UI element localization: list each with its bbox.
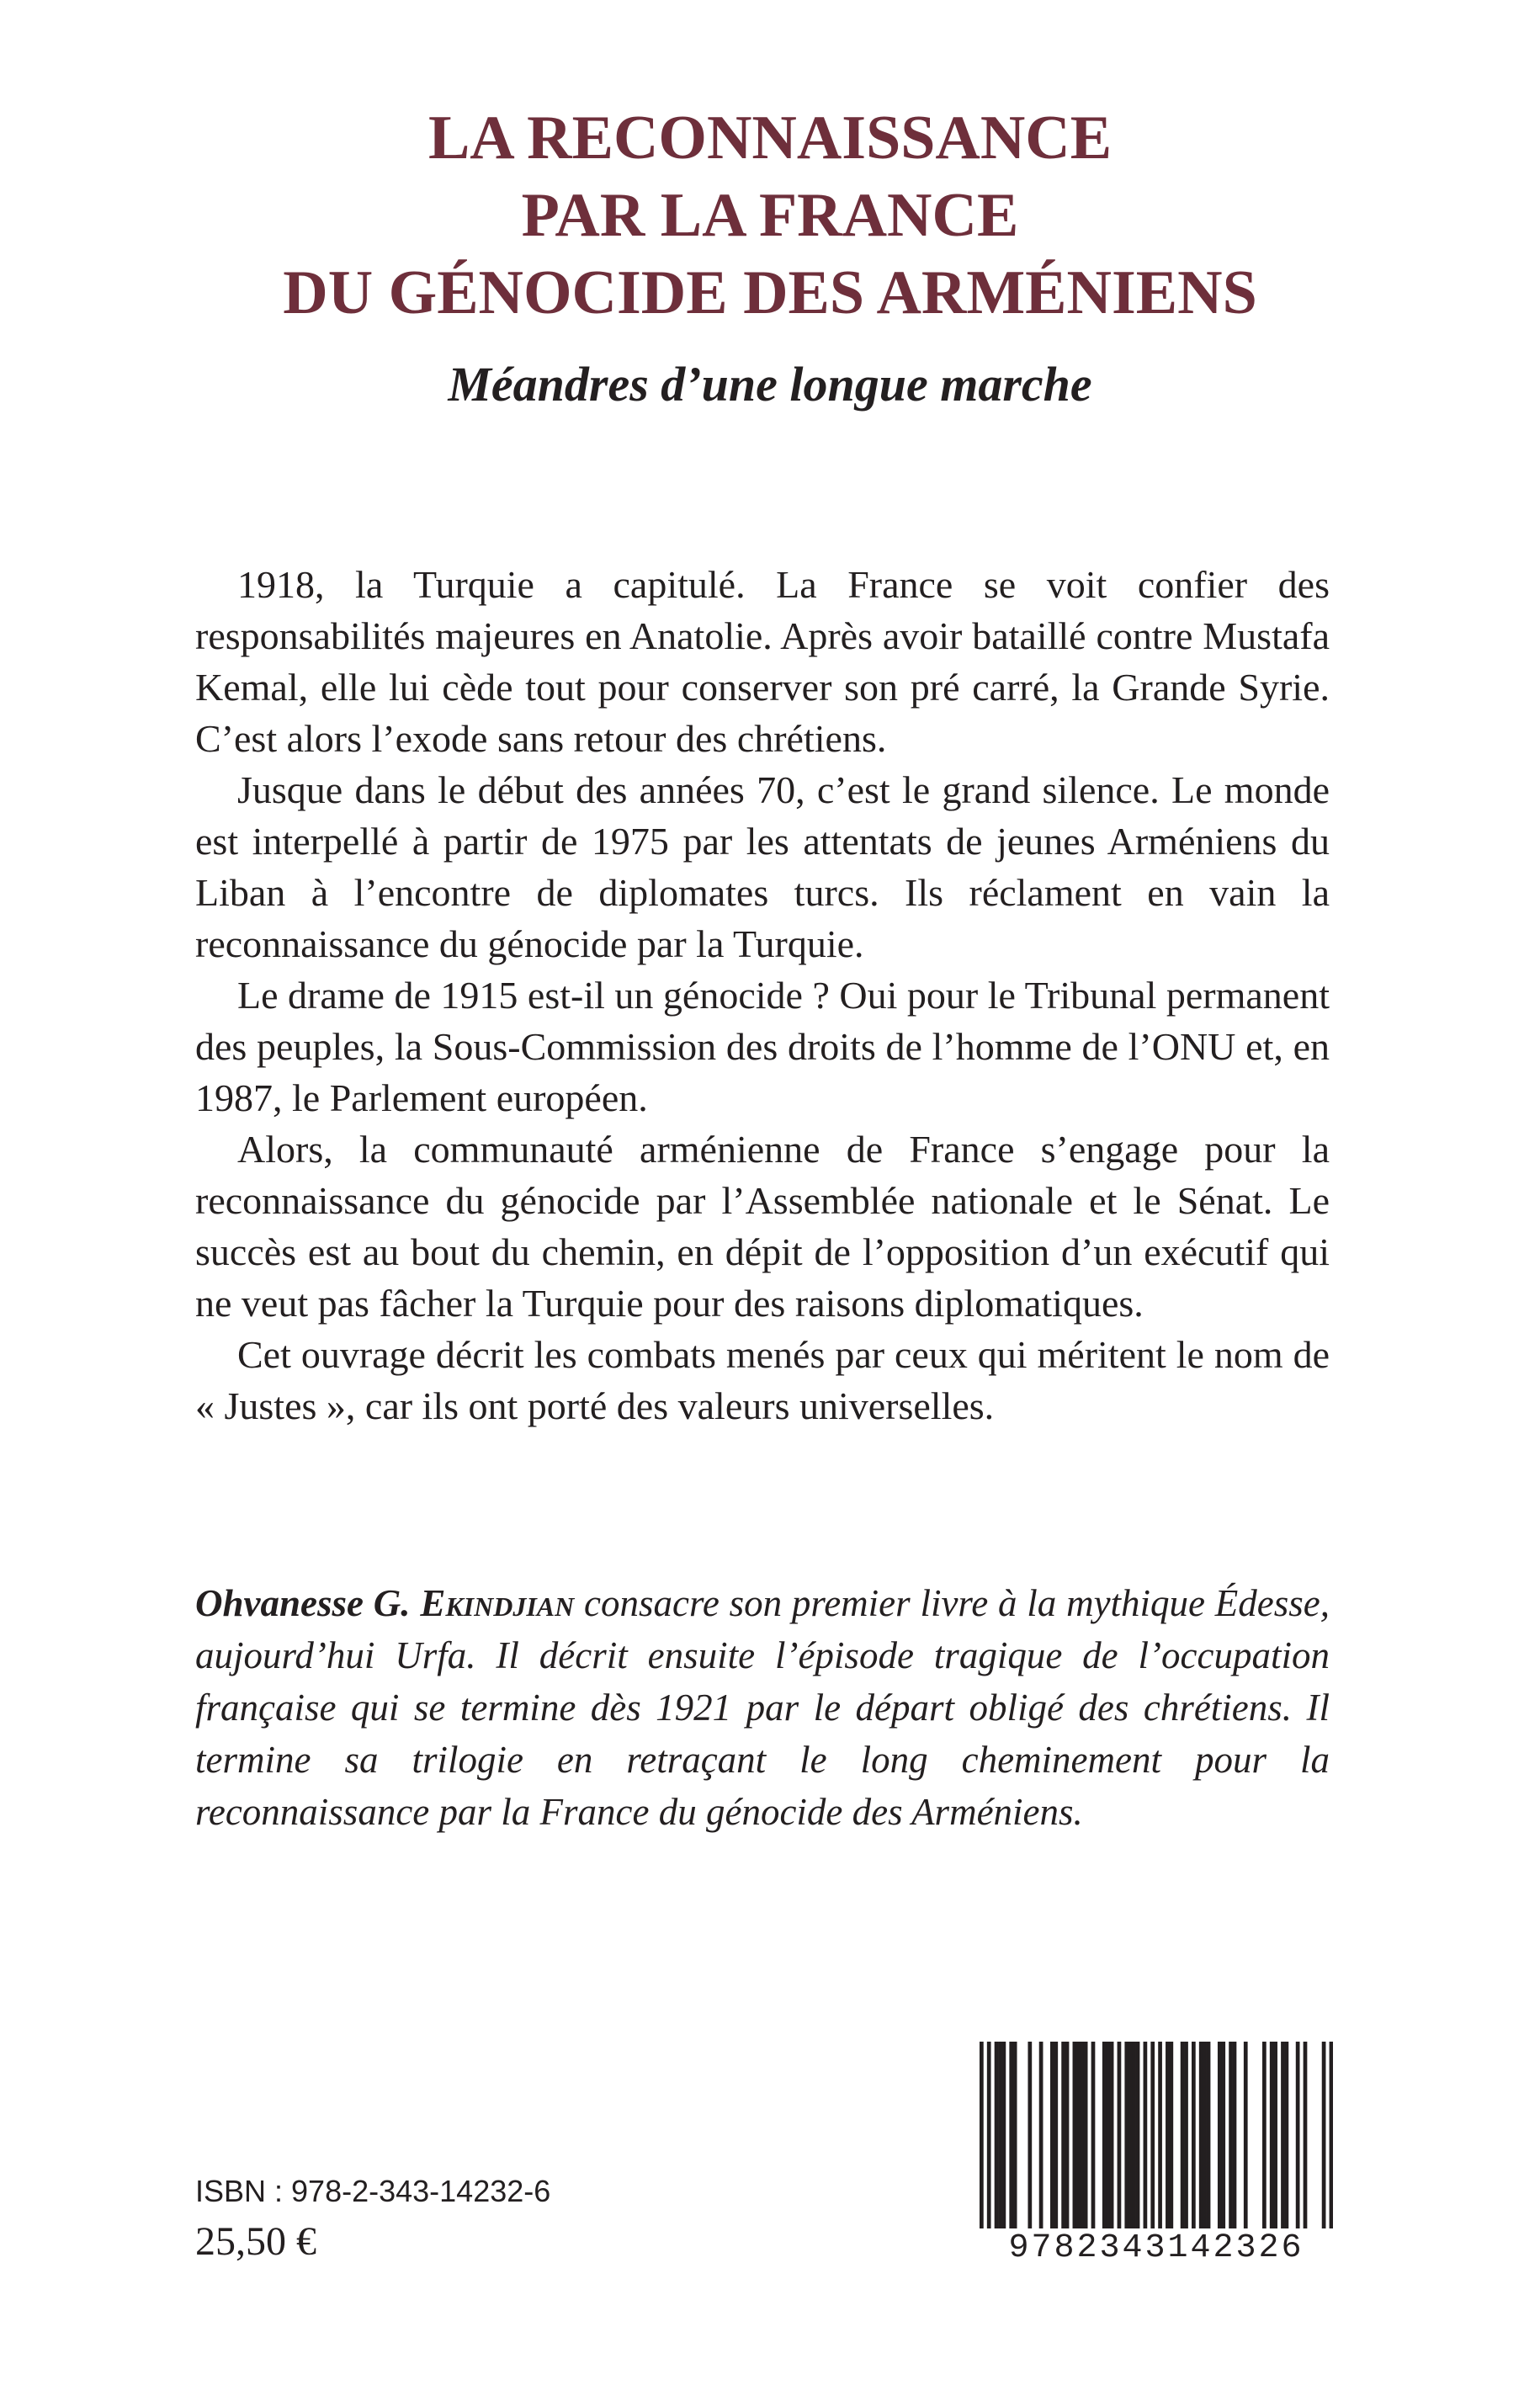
barcode-bar <box>1262 2042 1267 2228</box>
barcode-bar <box>1065 2042 1070 2228</box>
barcode-bar <box>980 2042 984 2228</box>
barcode-bar <box>1132 2042 1136 2228</box>
barcode-bar <box>1136 2042 1140 2228</box>
barcode-bar <box>1084 2042 1088 2228</box>
barcode-bar <box>998 2042 1002 2228</box>
author-bio-text: consacre son premier livre à la mythique Édesse, aujourd’hui Urfa. Il décrit ensuite l’épisode tragique de l’occupation française qui se termine dès 1921 par le départ obligé des chrétiens. Il termine sa trilogie en retraçant le long cheminement pour la reconnaissance par la France du génocide des Arméniens. <box>195 1582 1330 1833</box>
barcode-bar <box>1150 2042 1155 2228</box>
title-block <box>0 99 1540 414</box>
author-last-name: Ekindjian <box>420 1582 575 1624</box>
barcode-bar <box>1061 2042 1065 2228</box>
blurb-paragraph-1: 1918, la Turquie a capitulé. La France se voit confier des responsabilités majeures en Anatolie. Après avoir bataillé contre Mustafa Kemal, elle lui cède tout pour conserver son pré carré, la Grande Syrie. C’est alors l’exode sans retour des chrétiens. <box>195 563 1330 760</box>
barcode-bar <box>1039 2042 1043 2228</box>
price: 25,50 € <box>195 2219 316 2264</box>
barcode-bar <box>1273 2042 1277 2228</box>
barcode-bar <box>1233 2042 1237 2228</box>
barcode-bar <box>1270 2042 1274 2228</box>
barcode-bar <box>1102 2042 1107 2228</box>
barcode-bar <box>1244 2042 1248 2228</box>
barcode-bar <box>1050 2042 1054 2228</box>
barcode-bar <box>1281 2042 1285 2228</box>
title-line-1: LA RECONNAISSANCE <box>427 104 1113 173</box>
barcode-bar <box>1128 2042 1133 2228</box>
title-line-3: DU GÉNOCIDE DES ARMÉNIENS <box>283 258 1257 327</box>
barcode-bar <box>1009 2042 1013 2228</box>
barcode-bar <box>1184 2042 1188 2228</box>
barcode-bar <box>1158 2042 1162 2228</box>
barcode-bar <box>1192 2042 1196 2228</box>
barcode-bar <box>1304 2042 1308 2228</box>
barcode-bar <box>1110 2042 1114 2228</box>
barcode-bar <box>1285 2042 1289 2228</box>
barcode-bar <box>1002 2042 1006 2228</box>
barcode-bar <box>1296 2042 1300 2228</box>
barcode-bar <box>1166 2042 1170 2228</box>
barcode-bar <box>1199 2042 1203 2228</box>
author-bio <box>195 1577 1330 1838</box>
barcode-bar <box>1028 2042 1032 2228</box>
barcode-bar <box>1054 2042 1058 2228</box>
barcode-bar <box>1080 2042 1084 2228</box>
barcode-bar <box>1106 2042 1110 2228</box>
barcode-bar <box>1144 2042 1148 2228</box>
barcode-bars <box>980 2042 1333 2228</box>
title-line-2: PAR LA FRANCE <box>521 181 1019 250</box>
author-first-name: Ohvanesse G. <box>195 1582 411 1624</box>
blurb-paragraph-3: Le drame de 1915 est-il un génocide ? Oui pour le Tribunal permanent des peuples, la Sous-Commission des droits de l’homme de l’ONU et, en 1987, le Parlement européen. <box>195 974 1330 1119</box>
author-name <box>195 1582 574 1624</box>
barcode-bar <box>1229 2042 1233 2228</box>
barcode-bar <box>1203 2042 1207 2228</box>
blurb-paragraph-5: Cet ouvrage décrit les combats menés par ceux qui méritent le nom de « Justes », car ils ont porté des valeurs universelles. <box>195 1333 1330 1427</box>
barcode-bar <box>1124 2042 1128 2228</box>
blurb-paragraph-2: Jusque dans le début des années 70, c’est le grand silence. Le monde est interpellé à partir de 1975 par les attentats de jeunes Arméniens du Liban à l’encontre de diplomates turcs. Ils réclament en vain la reconnaissance du génocide par la Turquie. <box>195 768 1330 965</box>
barcode-bar <box>1118 2042 1122 2228</box>
barcode-bar <box>1091 2042 1096 2228</box>
blurb <box>195 559 1330 1432</box>
barcode-bar <box>1076 2042 1081 2228</box>
barcode-bar <box>1207 2042 1211 2228</box>
barcode-digits: 9782343142326 <box>1008 2229 1304 2267</box>
barcode-bar <box>1181 2042 1185 2228</box>
isbn: ISBN : 978-2-343-14232-6 <box>195 2174 551 2208</box>
barcode-bar <box>1330 2042 1333 2228</box>
barcode-bar <box>1013 2042 1017 2228</box>
barcode-bar <box>1221 2042 1225 2228</box>
subtitle: Méandres d’une longue marche <box>448 357 1092 412</box>
barcode-bar <box>1322 2042 1326 2228</box>
barcode-bar <box>987 2042 991 2228</box>
blurb-paragraph-4: Alors, la communauté arménienne de France s’engage pour la reconnaissance du génocide par l’Assemblée nationale et le Sénat. Le succès est au bout du chemin, en dépit de l’opposition d’un exécutif qui ne veut pas fâcher la Turquie pour des raisons diplomatiques. <box>195 1128 1330 1325</box>
barcode-bar <box>1218 2042 1222 2228</box>
barcode <box>980 2042 1333 2272</box>
barcode-bar <box>1169 2042 1173 2228</box>
barcode-bar <box>1073 2042 1077 2228</box>
barcode-bar <box>995 2042 999 2228</box>
